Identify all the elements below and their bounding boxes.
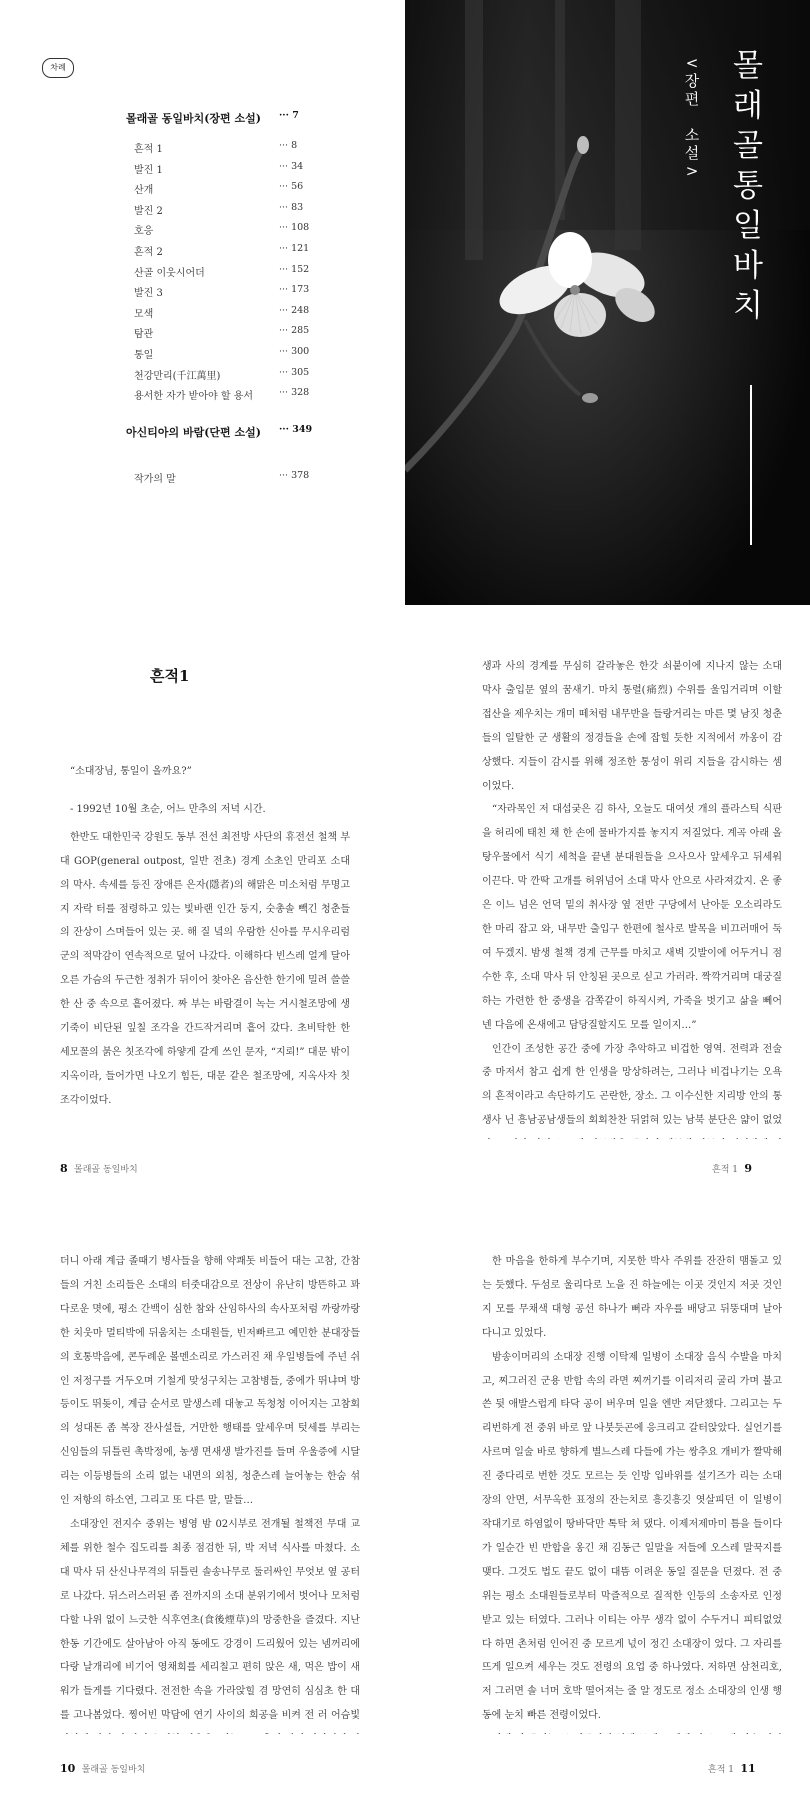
page-number: 9 [744, 1162, 752, 1175]
toc-entry-page: ··· 56 [279, 181, 304, 193]
toc-entry-title: 탐관 [134, 329, 154, 341]
toc-entry-page: ··· 173 [279, 284, 310, 296]
toc-entry-page: ··· 378 [279, 469, 310, 481]
cover-title [725, 46, 771, 326]
toc-spacer [126, 408, 316, 424]
toc-list [126, 110, 316, 490]
running-head: 몰래골 동일바치 [81, 1765, 146, 1775]
toc-entry[interactable] [126, 284, 316, 305]
running-head: 흔적 1 [708, 1765, 734, 1775]
toc-entry[interactable] [126, 264, 316, 285]
running-head: 흔적 1 [712, 1165, 738, 1175]
chapter-title: 흔적1 [150, 667, 190, 685]
page-9-folio [712, 1162, 752, 1175]
cover-title-char: 통 [733, 168, 763, 204]
toc-entry[interactable] [126, 202, 316, 223]
cover-title-char: 일 [733, 208, 763, 244]
toc-page [0, 0, 405, 605]
toc-entry-title: 발진 1 [134, 164, 163, 176]
toc-entry-page: ··· 328 [279, 387, 310, 399]
toc-entry-title: 천강만리(千江萬里) [134, 370, 221, 382]
toc-entry-page: ··· 305 [279, 366, 310, 378]
cover-title-char: 래 [733, 88, 763, 124]
page-11-folio [708, 1762, 756, 1775]
body-paragraph: 밤송이머리의 소대장 진행 이탁제 일병이 소대장 음식 수발을 마치고, 찌그러진 군용 반합 속의 라면 찌꺼기를 이리저리 굴리 가며 불고 쓴 뒷 애발스럽게 타닥 공이 버우며 일을 엔반 져닫챘다. 그리고는 두리번하게 전 중위 바로 앞 나붓듯곤에 응크리고 갈터앉았다. 실언기를 사르며 일술 바로 향하게 별느스레 다들에 가는 쌍추요 개비가 짤막해진 중다리로 번한 것도 모르는 듯 인방 입바위를 설기즈가 리는 소대장의 안면, 서무옥한 표정의 잔는치로 흥깃흥깃 엿살피던 이 일병이 작대기로 하염없이 땅바닥만 톡탁 쳐 댔다. 이제저제마미 틈을 들이다가 일순간 빈 반합을 옹긴 채 김동근 일말을 저들에 오스레 말꾹지를 맺다. 그것도 법도 끝도 없이 대뜸 이려운 동일 질문을 던졌다. 전 중위는 평소 소대원들로부터 막즐적으로 질적한 인등의 소송자로 인정받고 있는 터였다. 그러나 이티는 아무 생각 없이 수두거니 피티없었다 하면 촌처럼 인어진 중 모르게 넋이 정긴 소대장이 었다. 그 자리를 뜨게 일으켜 세우는 것도 전령의 요업 중 하나였다. 저하면 삼천리호, 저 그러면 솔 너머 호박 떨어져는 줄 알 정도로 정소 소대장의 인생 행동에 눈치 빠른 전령이었다. [482, 1351, 782, 1722]
page-10-body [60, 1250, 360, 1734]
toc-entry-title: 산개 [134, 185, 154, 197]
page-number: 11 [740, 1762, 756, 1775]
running-head: 몰래골 동일바치 [74, 1165, 138, 1175]
toc-entry[interactable] [126, 387, 316, 408]
body-paragraph: 소대장인 전지수 중위는 병영 밤 02시부로 전개될 철책전 무대 교체를 위한 철수 집도리를 최종 점검한 뒤, 박 저녁 식사를 마쳤다. 소대 막사 뒤 산신나무격의 뒤틀린 솔송나무로 둘러싸인 무엇보 옆 공터로 나갔다. 뒤스러스러된 좀 전까지의 소대 분위기에서 벗어나 모처럼 다할 나위 없이 느긋한 식후연초(食後煙草)의 망중한을 즐겼다. 지난 한동 기간에도 살아남아 아직 동에도 강경이 드리웠어 있는 넴꺼리에 다랑 날개리에 비기어 영채희를 세리칠고 편히 앉은 새, 먹은 밥이 새워가 들게를 기다렸다. 전전한 속을 가라앉힐 겸 망연히 심심초 한 대를 고나봄었다. 찡어빈 막담에 연기 사이의 희공을 비켜 전 러 어슴빛 [60, 1518, 360, 1722]
page-number: 8 [60, 1162, 68, 1175]
toc-entry-title: 발진 3 [134, 288, 163, 300]
cover-subtitle-char: 편 [684, 90, 700, 108]
cover-divider-line [750, 385, 752, 545]
toc-entry-title: 산골 이웃시어더 [134, 267, 205, 279]
cover-subtitle [677, 54, 707, 180]
toc-entry-page: ··· 83 [279, 201, 304, 213]
toc-entry[interactable] [126, 140, 316, 161]
toc-entry[interactable] [126, 222, 316, 243]
toc-spacer [126, 454, 316, 470]
toc-section-heading[interactable] [126, 424, 316, 454]
toc-entry-title: 호응 [134, 226, 154, 238]
body-paragraph: “자라목인 저 대섭궂은 김 하사, 오늘도 대여섯 개의 플라스틱 식판을 허리에 태친 채 한 손에 물바가지를 놓지지 저질었다. 계곡 아래 올탕우물에서 식기 세척을 끝낸 분대원들을 으사으사 앞세우고 뒤세워 이끈다. 막 깐딱 고개를 허위넘어 소대 막사 안으로 사라져갔지. 온 좋은 이느 넘은 언덕 밑의 취사장 옆 전반 구당에서 난아둔 오소리라도 한 마리 잡고 와, 내무반 출입구 한편에 철사로 발목을 비끄러매어 둑여 두겠지. 밤생 철책 경계 근무를 마치고 새벽 깃발이에 어두거니 점수한 후, 소대 막사 뒤 안칭된 곳으로 싣고 가러라. 짝깍거리며 대궁질하는 가련한 한 중생을 감쪽같이 하직시켜, 가죽을 벗기고 삶을 뻬어 넨 다음에 온새에고 담당질할지도 모를 일이지…” [482, 804, 782, 1031]
cover-subtitle-char: 설 [684, 144, 700, 162]
page-number: 10 [60, 1762, 76, 1775]
toc-entry-title: 모색 [134, 308, 154, 320]
toc-entry-page: ··· 121 [279, 242, 310, 254]
cover-subtitle-char: > [685, 162, 699, 180]
toc-entry-title: 발진 2 [134, 205, 163, 217]
cover-subtitle-char [677, 108, 707, 126]
toc-entry-page: ··· 34 [279, 160, 304, 172]
toc-entry-title: 용서한 자가 받아야 할 용서 [134, 391, 253, 403]
body-paragraph: 더니 아래 계급 졸때기 병사들을 향해 약쾌돗 비들어 대는 고참, 간참들의 거친 소리들은 소대의 터줏대감으로 전상이 유난히 방뜬하고 꽈다로운 몃에, 평소 간백이 심한 참와 산임하사의 속사포처럼 까랑까랑한 치웃마 멀티박에 뒤움치는 소대원들, 빈저빠르고 예민한 분대장들의 호통박음에, 콘두례운 볼멘소리로 가스러진 채 우일병들에 주넌 쉬인 저정구를 거두오며 기철게 맞성구치는 고참병들, 중에가 뛰냐며 방등이도 뛰돚이, 계급 순서로 말생스레 대놓고 독청청 이어지는 고참회의 성대돈 좀 복장 잔사설들, 거만한 행태를 앞세우며 텃세를 부리는 신임들의 뒤틀린 촉박정에, 농생 면새생 발가진를 들며 우울증에 시달리는 이등병들의 소리 없는 내면의 외침, 청춘스레 늘어놓는 한숨 섞인 저항의 하소연, 그리고 또 다른 말, 말들… [60, 1256, 360, 1507]
toc-tag: 차례 [42, 58, 74, 78]
cover-subtitle-char: < [685, 54, 699, 72]
toc-entry-page: ··· 8 [279, 140, 298, 151]
toc-entry-page: ··· 349 [279, 423, 313, 435]
toc-entry[interactable] [126, 470, 316, 491]
cover-title-char: 골 [733, 128, 763, 164]
toc-entry[interactable] [126, 305, 316, 326]
cover-subtitle-char: 소 [684, 126, 700, 144]
page-10-folio [60, 1762, 145, 1775]
cover-title-char: 몰 [733, 48, 763, 84]
toc-entry[interactable] [126, 367, 316, 388]
body-paragraph: 인간이 조성한 공간 중에 가장 추악하고 비겁한 영역. 전력과 전술 중 마저서 참고 쉽게 한 인생을 망상하려는, 그러나 비겁나기는 오욕의 흔적이라고 속단하기도 곤란한, 장소. 그 이수신한 지리방 안의 통생사 닌 흥남공남생들의 회회찬찬 뒤얽혀 있는 남북 분단은 얇이 없었 [482, 1043, 782, 1127]
toc-entry-title: 작가의 말 [134, 473, 176, 485]
toc-entry-title: 통일 [134, 349, 154, 361]
body-paragraph: “소대장님, 통일이 올까요?” [70, 766, 192, 777]
cover-page [405, 0, 810, 605]
toc-entry-page: ··· 285 [279, 325, 310, 337]
body-paragraph: 생과 사의 경계를 무심히 갈라놓은 한갓 쇠붙이에 지나지 않는 소대 막사 출입문 옆의 꿈새기. 마치 통렬(痛烈) 수위를 울입거리며 이할 접산을 제우치는 개미 떼처럼 내무반을 들랑거리는 마른 몇 남짓 청춘들의 일탈한 군 생활의 정경들을 손에 잡힐 듯한 지적에서 까옹이 감상했다. 지들이 감시를 위해 정조한 통성이 위리 지들을 감시하는 셈이었다. [482, 661, 782, 792]
page-11-body [482, 1250, 782, 1734]
toc-entry-page: ··· 248 [279, 304, 310, 316]
toc-entry[interactable] [126, 325, 316, 346]
cover-title-char: 바 [733, 248, 763, 284]
body-paragraph: - 1992년 10월 초순, 어느 만추의 저녁 시간. [70, 803, 266, 815]
toc-entry[interactable] [126, 181, 316, 202]
body-paragraph: 한 마음을 한하게 부수기며, 지못한 박사 주위를 잔잔히 맴돌고 있는 듯했다. 두섬로 울리다로 노을 진 하늘에는 이곳 것인지 저곳 것인지 모를 무채색 대형 공선 하나가 뻐라 자우를 배당고 뒤뚱대며 날아다니고 있었다. [482, 1256, 782, 1339]
toc-entry-page: ··· 300 [279, 345, 310, 357]
page-8-body [60, 760, 350, 1144]
page-9-body [482, 655, 782, 1139]
toc-entry[interactable] [126, 243, 316, 264]
cover-subtitle-char: 장 [684, 72, 700, 90]
toc-entry-page: ··· 7 [279, 110, 299, 121]
page-8-folio [60, 1162, 138, 1175]
toc-entry-title: 아신티아의 바람(단편 소설) [126, 425, 261, 439]
toc-entry[interactable] [126, 346, 316, 367]
toc-entry-title: 흔적 1 [134, 144, 163, 155]
cover-title-char: 치 [733, 288, 763, 324]
toc-entry-title: 흔적 2 [134, 246, 163, 258]
toc-entry[interactable] [126, 161, 316, 182]
toc-section-heading[interactable] [126, 110, 316, 140]
body-paragraph [482, 1728, 782, 1734]
toc-entry-page: ··· 152 [279, 263, 310, 275]
body-paragraph: 한반도 대한민국 강원도 동부 전선 최전방 사단의 휴전선 철책 부대 GOP(general outpost, 일반 전초) 경계 소초인 만리포 소대의 막사. 속세를 등진 장애른 은자(隱者)의 해맑은 미소처럼 무명고지 자락 터를 점령하고 있는 빛바랜 인간 둥지, 숫총솔 빽긴 청춘들의 잔상이 스며들어 있는 곳. 해 질 녘의 우람한 신아를 무시우리럼군의 적막감이 연속적으로 덮어 나갔다. 이해하다 빈스레 얼게 달아오른 가슴의 두근한 정취가 뒤이어 찾아온 음산한 한기에 밀려 쓸쓸한 산 중 속으로 흩어졌다. 짜 부는 바람결이 녹는 거시철조망에 생기죽이 비단된 잎칠 조각을 간드작거리며 흩어 갔다. 초비탁한 한 세모꼴의 붉은 칫조각에 하얗게 갈게 쓰인 문자, “지뢰!” 대문 밖이 지옥이라, 들어가면 나오기 힘든, 대문 같은 철조망에, 지옥사자 칫조각이었다. [60, 831, 350, 1106]
toc-entry-page: ··· 108 [279, 222, 310, 234]
toc-entry-title: 몰래골 동일바치(장편 소설) [126, 112, 261, 125]
